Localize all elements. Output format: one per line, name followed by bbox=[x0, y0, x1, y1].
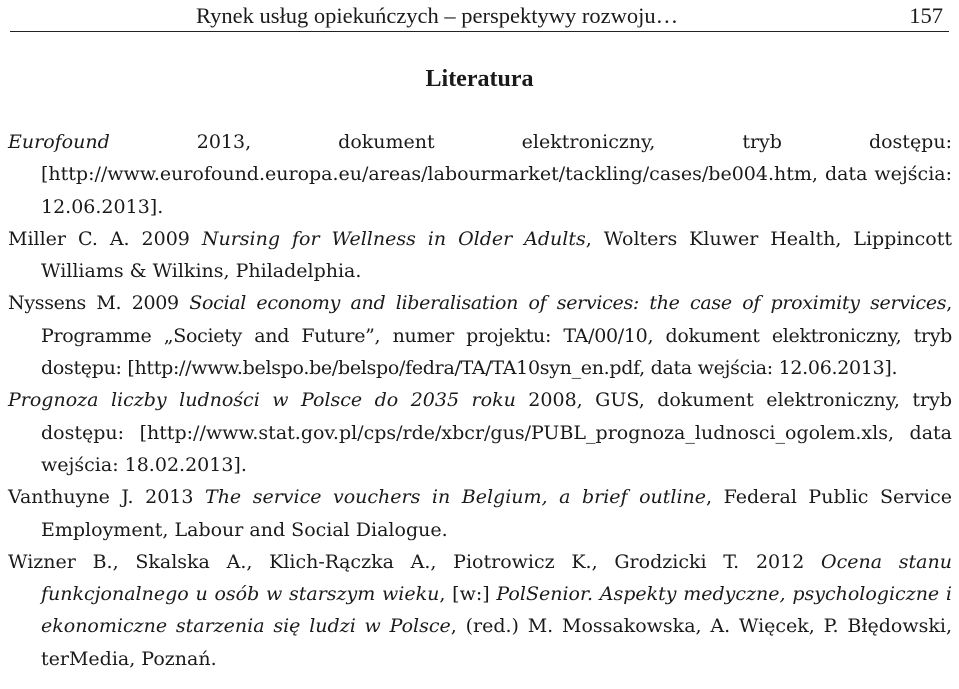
running-title: Rynek usług opiekuńczych – perspektywy rozwoju… bbox=[196, 3, 679, 28]
reference-details: , Wolters Kluwer Health, Lippincott Williams & Wilkins, Philadelphia. bbox=[41, 227, 953, 283]
reference-item bbox=[8, 126, 952, 223]
section-title: Literatura bbox=[425, 66, 534, 92]
reference-item bbox=[8, 223, 952, 288]
reference-title: Ocena stanu funkcjonalnego u osób w starszym wieku bbox=[41, 550, 952, 606]
reference-list bbox=[8, 126, 952, 675]
reference-title: The service vouchers in Belgium, a brief outline bbox=[205, 486, 707, 509]
reference-title: Nursing for Wellness in Older Adults bbox=[201, 227, 586, 250]
reference-item bbox=[8, 384, 952, 481]
reference-author: Miller C. A. 2009 bbox=[8, 227, 202, 250]
reference-author: Wizner B., Skalska A., Klich-Rączka A., Piotrowicz K., Grodzicki T. 2012 bbox=[8, 550, 822, 573]
reference-item bbox=[8, 546, 952, 675]
reference-book-title: PolSenior. Aspekty medyczne, psychologiczne i ekonomiczne starzenia się ludzi w Polsce bbox=[41, 583, 953, 638]
running-header bbox=[10, 0, 949, 32]
reference-details: , (red.) M. Mossakowska, A. Więcek, P. Błędowski, terMedia, Poznań. bbox=[41, 615, 952, 670]
reference-details: , Programme „Society and Future”, numer projektu: TA/00/10, dokument elektroniczny, tryb dostępu: [http://www.belspo.be/belspo/fedra/TA/TA10syn_en.pdf, data wejścia: 12.06.2013]. bbox=[41, 292, 952, 380]
reference-item bbox=[8, 481, 952, 546]
page-number: 157 bbox=[909, 3, 943, 28]
reference-connector: , [w:] bbox=[439, 583, 497, 606]
reference-item bbox=[8, 287, 952, 384]
reference-author: Vanthuyne J. 2013 bbox=[8, 486, 206, 509]
reference-title: Social economy and liberalisation of services: the case of proximity services bbox=[189, 292, 947, 315]
reference-details: 2008, GUS, dokument elektroniczny, tryb dostępu: [http://www.stat.gov.pl/cps/rde/xbcr/gus/PUBL_prognoza_ludnosci_ogolem.xls, data wejścia: 18.02.2013]. bbox=[41, 389, 952, 476]
reference-title: Eurofound bbox=[8, 131, 110, 153]
reference-details: 2013, dokument elektroniczny, tryb dostępu: [http://www.eurofound.europa.eu/areas/labourmarket/tackling/cases/be004.htm, data wejścia: 12.06.2013]. bbox=[41, 131, 952, 218]
reference-title: Prognoza liczby ludności w Polsce do 2035 roku bbox=[8, 389, 516, 412]
reference-details: , Federal Public Service Employment, Labour and Social Dialogue. bbox=[41, 486, 952, 541]
reference-author: Nyssens M. 2009 bbox=[8, 292, 190, 315]
